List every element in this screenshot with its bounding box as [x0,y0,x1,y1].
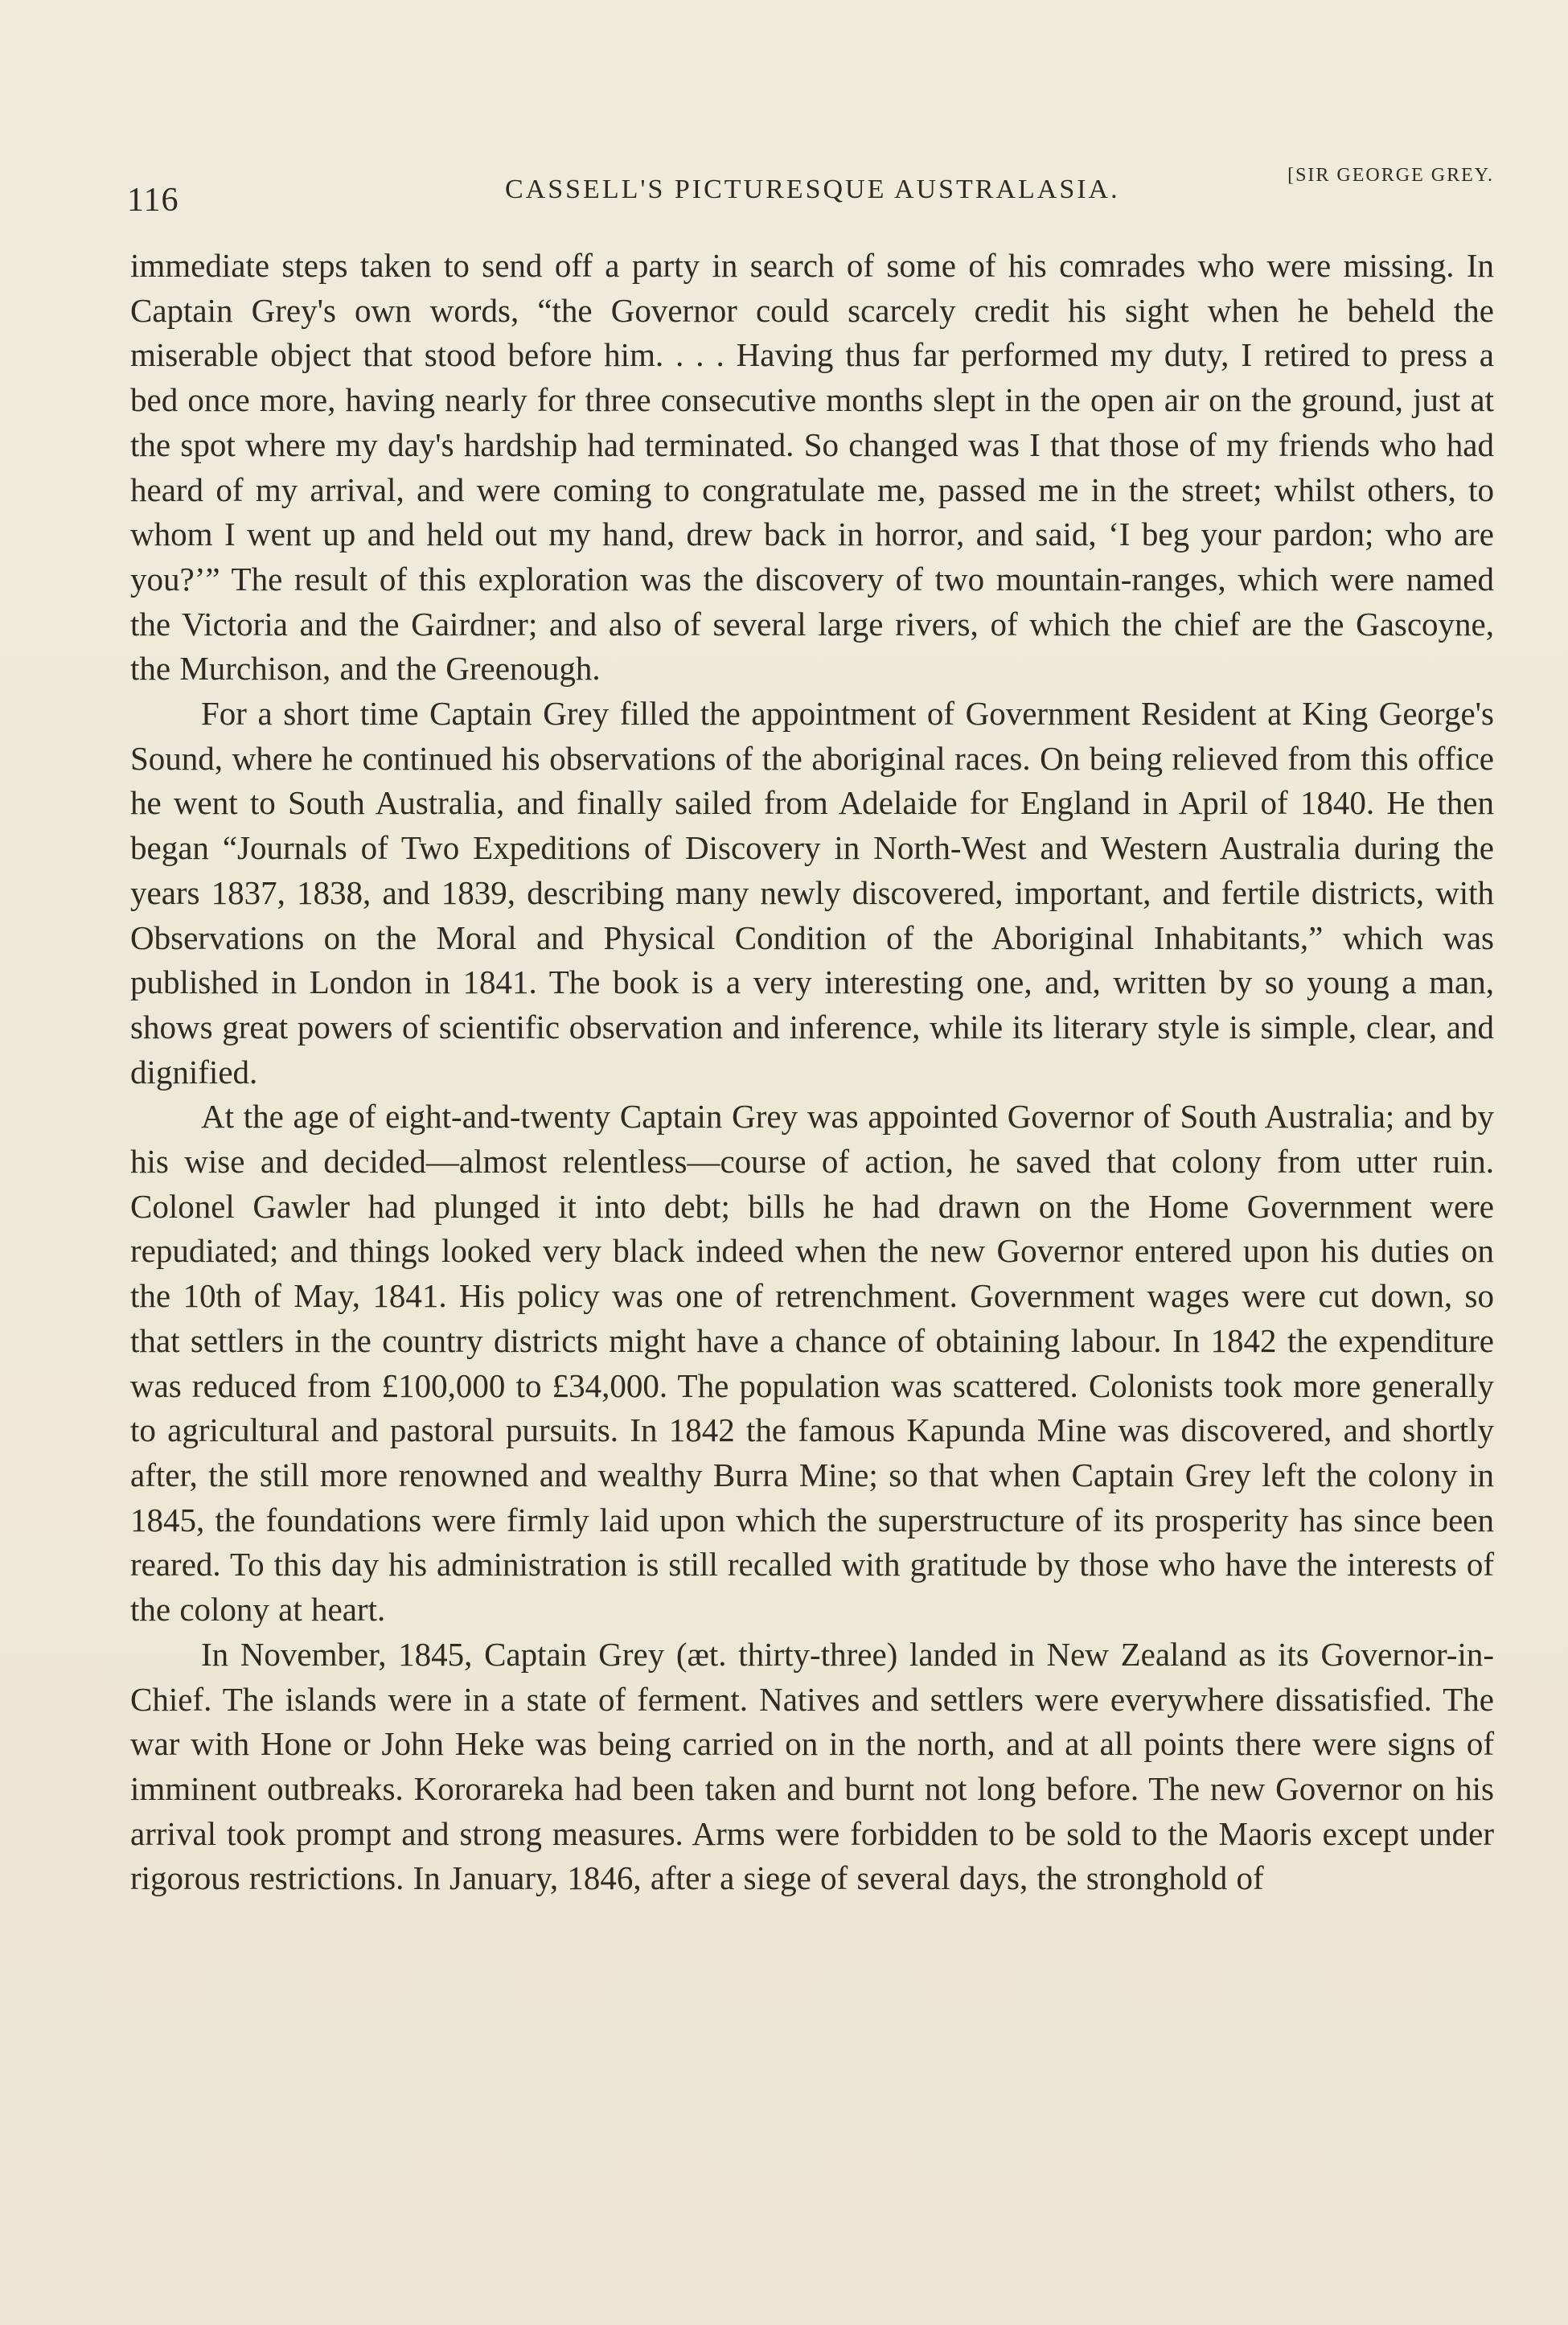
paragraph-2: For a short time Captain Grey filled the appointment of Government Resident at King George's Sound, where he continued his observations of the aboriginal races. On being relieved from this office he went to South Australia, and finally sailed from Adelaide for England in April of 1840. He then began “Journals of Two Expeditions of Discovery in North-West and Western Australia during the years 1837, 1838, and 1839, describing many newly discovered, important, and fertile districts, with Observations on the Moral and Physical Condition of the Aboriginal Inhabitants,” which was published in London in 1841. The book is a very interesting one, and, written by so young a man, shows great powers of scientific observation and inference, while its literary style is simple, clear, and dignified. [130,695,1494,1091]
paragraph-3: At the age of eight-and-twenty Captain Grey was appointed Governor of South Australia; and by his wise and decided—almost relentless—course of action, he saved that colony from utter ruin. Colonel Gawler had plunged it into debt; bills he had drawn on the Home Government were repudiated; and things looked very black indeed when the new Governor entered upon his duties on the 10th of May, 1841. His policy was one of retrenchment. Government wages were cut down, so that settlers in the country districts might have a chance of obtaining labour. In 1842 the expenditure was reduced from £100,000 to £34,000. The population was scattered. Colonists took more generally to agricultural and pastoral pursuits. In 1842 the famous Kapunda Mine was discovered, and shortly after, the still more renowned and wealthy Burra Mine; so that when Captain Grey left the colony in 1845, the foundations were firmly laid upon which the superstructure of its prosperity has since been reared. To this day his administration is still recalled with gratitude by those who have the interests of the colony at heart. [130,1098,1494,1629]
page-number: 116 [127,182,179,219]
paragraph-4: In November, 1845, Captain Grey (æt. thirty-three) landed in New Zealand as its Governor-in-Chief. The islands were in a state of ferment. Natives and settlers were everywhere dissatisfied. The war with Hone or John Heke was being carried on in the north, and at all points there were signs of imminent outbreaks. Kororareka had been taken and burnt not long before. The new Governor on his arrival took prompt and strong measures. Arms were forbidden to be sold to the Maoris except under rigorous restrictions. In January, 1846, after a siege of several days, the stronghold of [130,1635,1494,1897]
page-header [127,165,1494,221]
body-text [130,244,1494,1901]
running-subject: [SIR GEORGE GREY. [1287,165,1494,186]
running-title: CASSELL'S PICTURESQUE AUSTRALASIA. [505,175,1120,204]
paragraph-1: immediate steps taken to send off a party in search of some of his comrades who were missing. In Captain Grey's own words, “the Governor could scarcely credit his sight when he beheld the miserable object that stood before him. . . . Having thus far performed my duty, I retired to press a bed once more, having nearly for three consecutive months slept in the open air on the ground, just at the spot where my day's hardship had terminated. So changed was I that those of my friends who had heard of my arrival, and were coming to congratulate me, passed me in the street; whilst others, to whom I went up and held out my hand, drew back in horror, and said, ‘I beg your pardon; who are you?’” The result of this exploration was the discovery of two mountain-ranges, which were named the Victoria and the Gairdner; and also of several large rivers, of which the chief are the Gascoyne, the Murchison, and the Greenough. [130,247,1494,688]
